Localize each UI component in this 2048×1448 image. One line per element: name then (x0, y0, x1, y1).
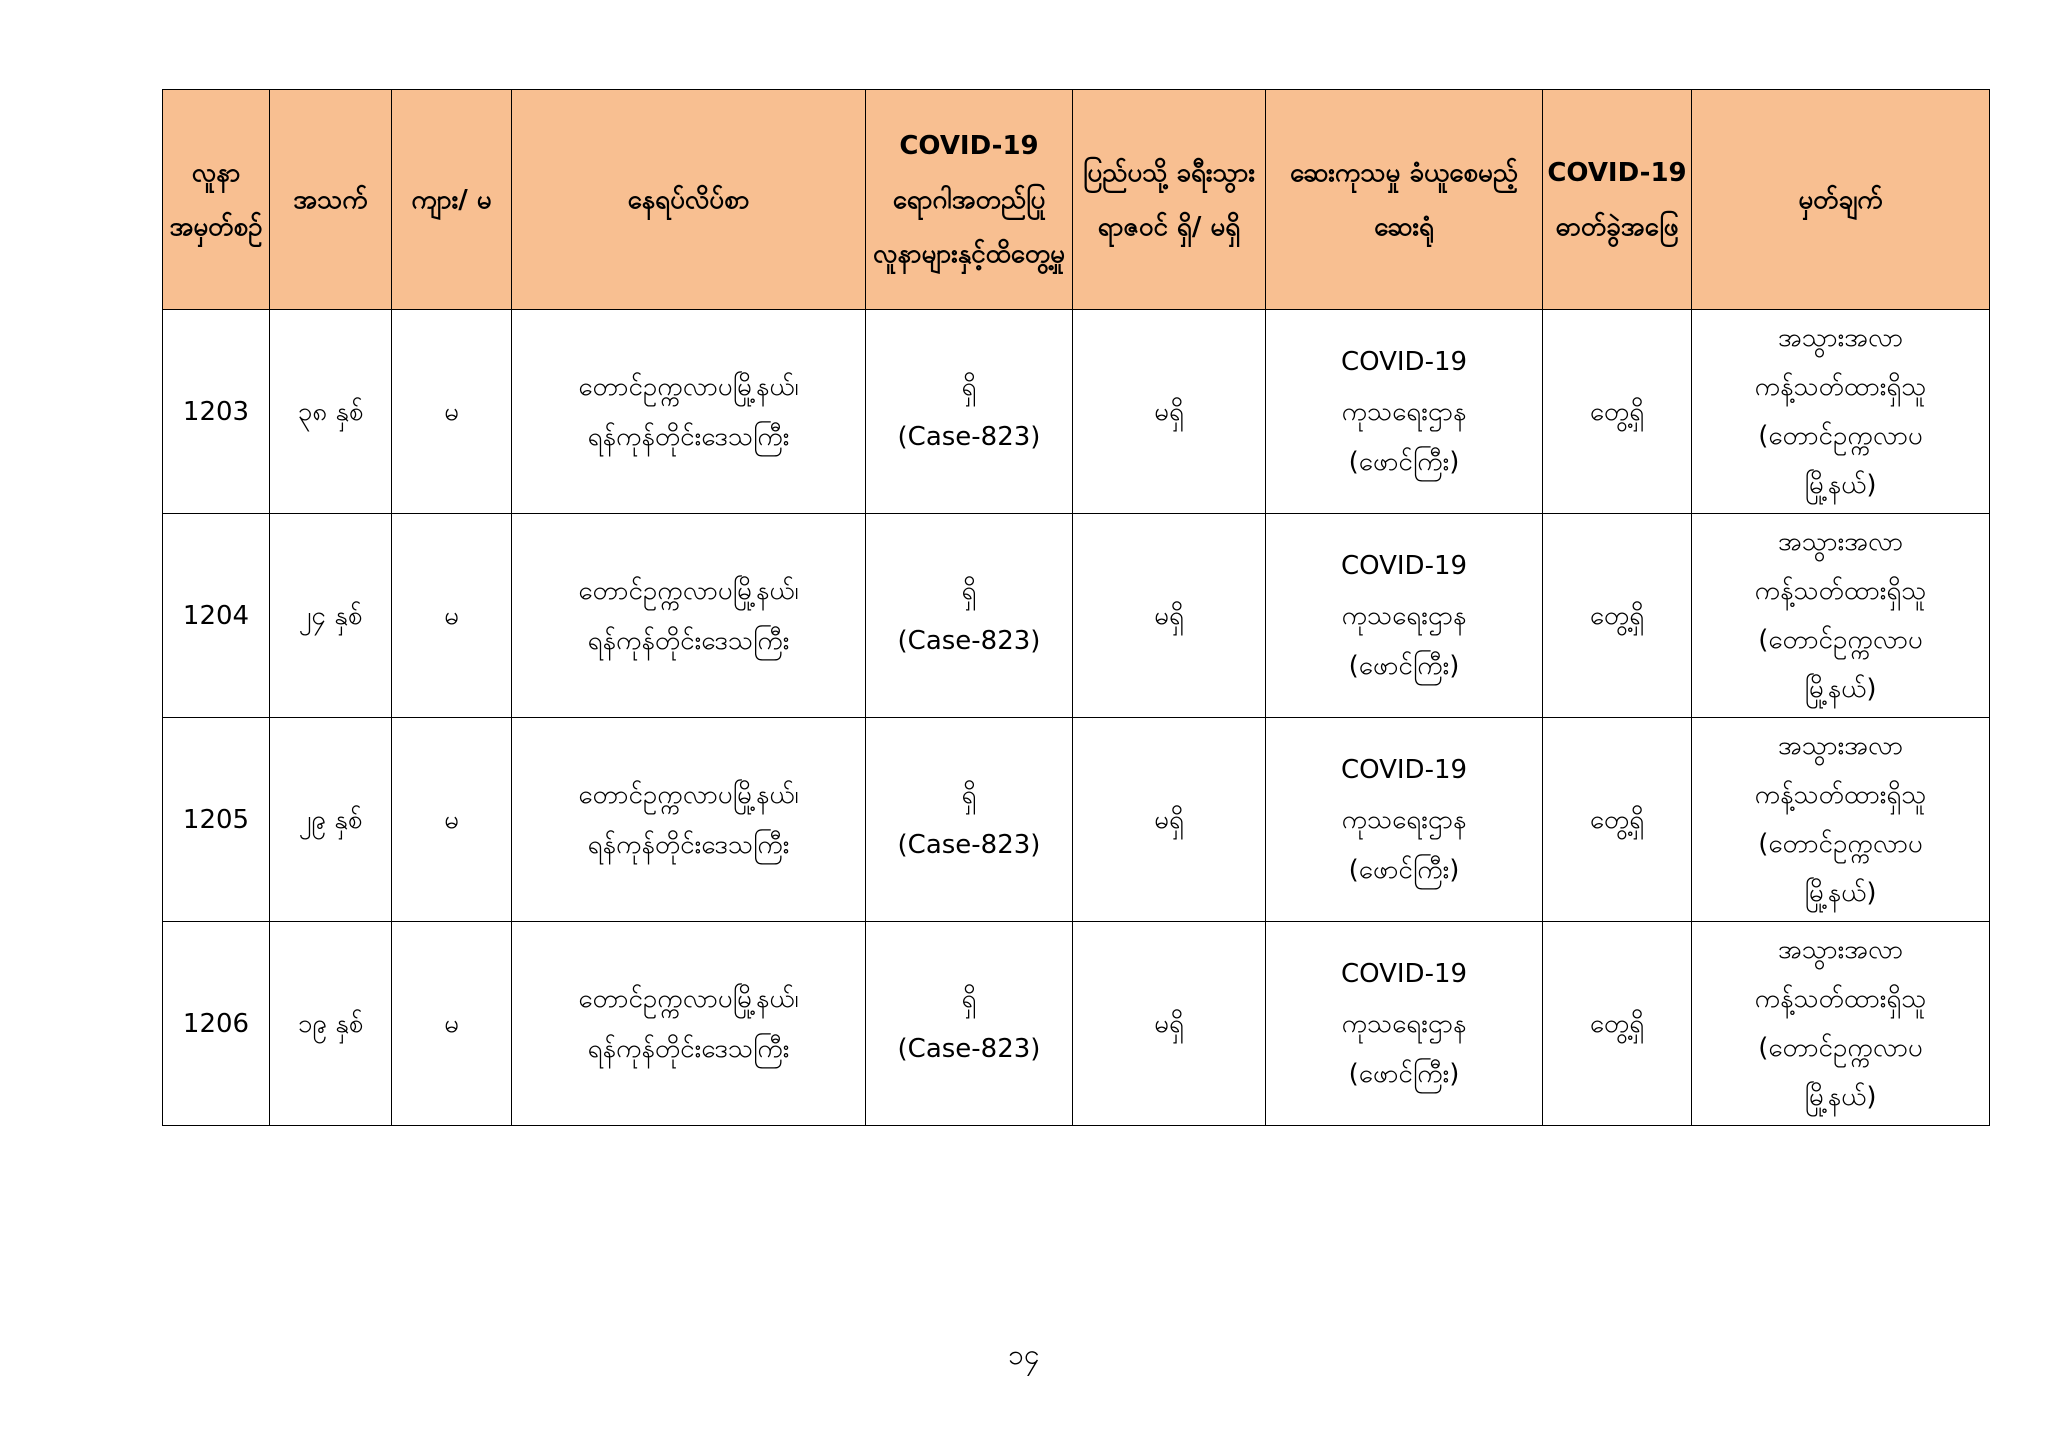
cell-remarks-line: မြို့နယ်) (1804, 673, 1877, 704)
cell-address (512, 718, 866, 922)
cell-remarks-line: အသွားအလာ (1777, 322, 1904, 353)
cell-hospital (1266, 718, 1543, 922)
cell-gender: မ (392, 922, 512, 1126)
cell-remarks (1692, 310, 1990, 514)
cell-test-result: တွေ့ရှိ (1543, 922, 1692, 1126)
cell-address-line: ရန်ကုန်တိုင်းဒေသကြီး (587, 1033, 790, 1064)
cell-hospital (1266, 922, 1543, 1126)
table-row (163, 718, 1990, 922)
header-remarks: မှတ်ချက် (1692, 90, 1990, 310)
cell-patient-no: 1205 (163, 718, 270, 922)
cell-address-line: တောင်ဥက္ကလာပမြို့နယ်၊ (578, 575, 799, 606)
cell-test-result: တွေ့ရှိ (1543, 514, 1692, 718)
cell-contact-line: (Case-823) (897, 625, 1041, 656)
cell-age: ၂၉ နှစ် (270, 718, 392, 922)
cell-gender: မ (392, 310, 512, 514)
cell-hospital (1266, 514, 1543, 718)
cell-address-line: ရန်ကုန်တိုင်းဒေသကြီး (587, 829, 790, 860)
cell-remarks-line: ကန့်သတ်ထားရှိသူ (1754, 575, 1927, 606)
cell-hospital-line: ကုသရေးဌာန (1341, 1008, 1467, 1039)
cell-address-line: ရန်ကုန်တိုင်းဒေသကြီး (587, 625, 790, 656)
cell-travel-history: မရှိ (1073, 514, 1266, 718)
cell-contact (866, 718, 1073, 922)
header-contact: COVID-19 ရောဂါအတည်ပြု လူနာများနှင့်ထိတွေ့မှု (866, 90, 1073, 310)
header-gender: ကျား/ မ (392, 90, 512, 310)
cell-remarks-line: ကန့်သတ်ထားရှိသူ (1754, 779, 1927, 810)
cell-address-line: တောင်ဥက္ကလာပမြို့နယ်၊ (578, 983, 799, 1014)
cell-hospital-line: (ဖောင်ကြီး) (1348, 1058, 1460, 1089)
cell-contact-line: (Case-823) (897, 829, 1041, 860)
cell-patient-no: 1203 (163, 310, 270, 514)
cell-remarks-line: (တောင်ဥက္ကလာပ (1758, 828, 1923, 859)
covid-cases-table (162, 89, 1990, 1126)
cell-remarks (1692, 922, 1990, 1126)
cell-age: ၂၄ နှစ် (270, 514, 392, 718)
cell-remarks-line: (တောင်ဥက္ကလာပ (1758, 1032, 1923, 1063)
cell-travel-history: မရှိ (1073, 310, 1266, 514)
header-test-result: COVID-19 ဓာတ်ခွဲအဖြေ (1543, 90, 1692, 310)
cell-remarks-line: (တောင်ဥက္ကလာပ (1758, 420, 1923, 451)
cell-hospital-line: COVID-19 (1340, 754, 1468, 785)
header-travel-history: ပြည်ပသို့ ခရီးသွားရာဇဝင် ရှိ/ မရှိ (1073, 90, 1266, 310)
cell-remarks-line: မြို့နယ်) (1804, 1081, 1877, 1112)
cell-hospital-line: ကုသရေးဌာန (1341, 600, 1467, 631)
cell-remarks-line: ကန့်သတ်ထားရှိသူ (1754, 371, 1927, 402)
cell-travel-history: မရှိ (1073, 718, 1266, 922)
cell-remarks-line: (တောင်ဥက္ကလာပ (1758, 624, 1923, 655)
header-patient-no: လူနာ အမှတ်စဉ် (163, 90, 270, 310)
cell-address (512, 310, 866, 514)
table-row (163, 310, 1990, 514)
cell-hospital-line: ကုသရေးဌာန (1341, 804, 1467, 835)
cell-hospital (1266, 310, 1543, 514)
cell-address-line: ရန်ကုန်တိုင်းဒေသကြီး (587, 421, 790, 452)
cell-contact (866, 922, 1073, 1126)
table-body (163, 310, 1990, 1126)
table-row (163, 514, 1990, 718)
cell-hospital-line: COVID-19 (1340, 958, 1468, 989)
cell-age: ၁၉ နှစ် (270, 922, 392, 1126)
cell-address (512, 922, 866, 1126)
cell-hospital-line: (ဖောင်ကြီး) (1348, 446, 1460, 477)
header-hospital: ဆေးကုသမှု ခံယူစေမည့် ဆေးရုံ (1266, 90, 1543, 310)
cell-hospital-line: ကုသရေးဌာန (1341, 396, 1467, 427)
cell-hospital-line: (ဖောင်ကြီး) (1348, 650, 1460, 681)
cell-address-line: တောင်ဥက္ကလာပမြို့နယ်၊ (578, 779, 799, 810)
cell-contact-line: (Case-823) (897, 1033, 1041, 1064)
header-age: အသက် (270, 90, 392, 310)
cell-contact-line: ရှိ (961, 575, 977, 606)
cell-patient-no: 1204 (163, 514, 270, 718)
table-row (163, 922, 1990, 1126)
cell-test-result: တွေ့ရှိ (1543, 310, 1692, 514)
cell-contact (866, 310, 1073, 514)
cell-address-line: တောင်ဥက္ကလာပမြို့နယ်၊ (578, 371, 799, 402)
cell-gender: မ (392, 718, 512, 922)
cell-travel-history: မရှိ (1073, 922, 1266, 1126)
cell-contact-line: ရှိ (961, 371, 977, 402)
cell-remarks (1692, 718, 1990, 922)
table-header-row (163, 90, 1990, 310)
cell-remarks-line: အသွားအလာ (1777, 934, 1904, 965)
cell-age: ၃၈ နှစ် (270, 310, 392, 514)
cell-address (512, 514, 866, 718)
cell-remarks-line: အသွားအလာ (1777, 730, 1904, 761)
cell-contact-line: ရှိ (961, 983, 977, 1014)
cell-remarks (1692, 514, 1990, 718)
cell-test-result: တွေ့ရှိ (1543, 718, 1692, 922)
cell-remarks-line: ကန့်သတ်ထားရှိသူ (1754, 983, 1927, 1014)
cell-remarks-line: မြို့နယ်) (1804, 469, 1877, 500)
cell-contact-line: ရှိ (961, 779, 977, 810)
cell-hospital-line: COVID-19 (1340, 550, 1468, 581)
cell-hospital-line: (ဖောင်ကြီး) (1348, 854, 1460, 885)
page-number: ၁၄ (1008, 1338, 1040, 1371)
cell-contact (866, 514, 1073, 718)
header-address: နေရပ်လိပ်စာ (512, 90, 866, 310)
cell-patient-no: 1206 (163, 922, 270, 1126)
cell-remarks-line: မြို့နယ်) (1804, 877, 1877, 908)
cell-remarks-line: အသွားအလာ (1777, 526, 1904, 557)
cell-contact-line: (Case-823) (897, 421, 1041, 452)
cell-gender: မ (392, 514, 512, 718)
cell-hospital-line: COVID-19 (1340, 346, 1468, 377)
